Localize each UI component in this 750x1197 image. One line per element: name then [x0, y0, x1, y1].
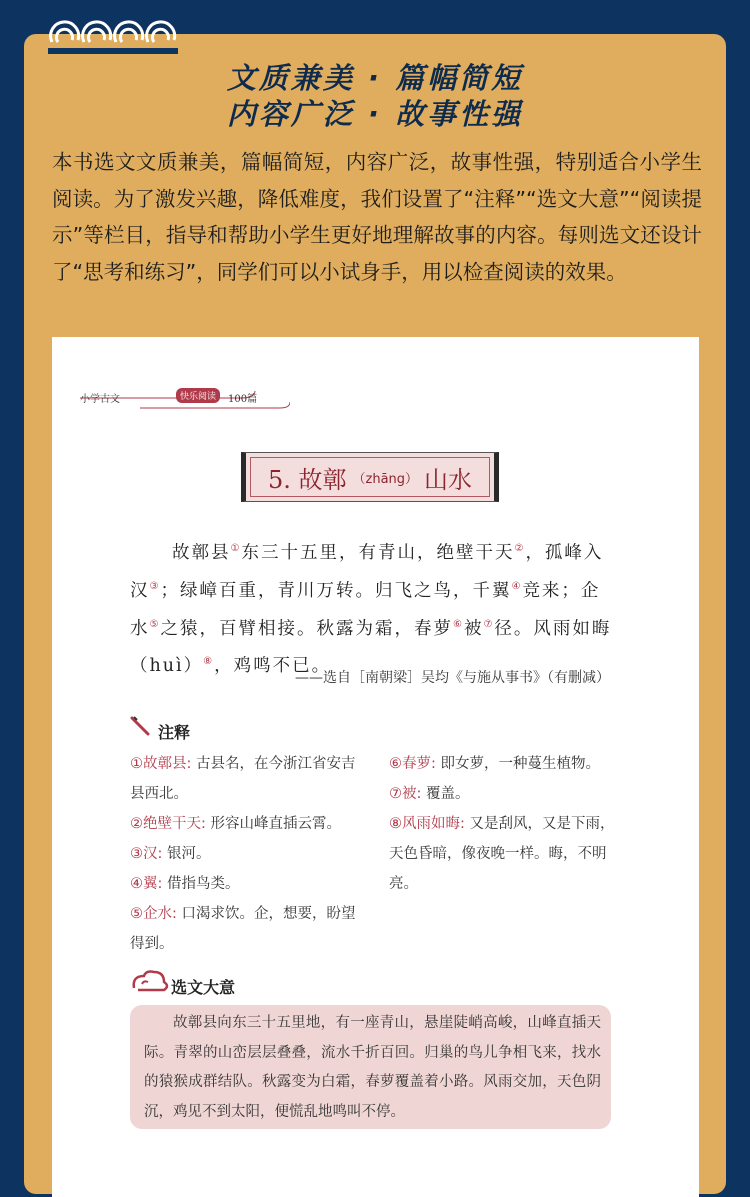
passage-seg: 故鄣县	[172, 542, 231, 563]
note-marker: ④	[511, 580, 523, 592]
note-item: ⑤企水: 口渴求饮。企，想要，盼望得到。	[130, 906, 356, 952]
passage-source: ——选自［南朝梁］吴均《与施从事书》（有删减）	[295, 670, 610, 686]
intro-paragraph: 本书选文文质兼美，篇幅简短，内容广泛，故事性强，特别适合小学生阅读。为了激发兴趣，降低难度，我们设置了“注释”“选文大意”“阅读提示”等栏目，指导和帮助小学生更好地理解故事的内容。每则选文还设计了“思考和练习”，同学们可以小试身手，用以检查阅读的效果。	[52, 150, 702, 284]
headline	[0, 60, 750, 132]
passage-seg: ，孤峰入汉	[130, 542, 604, 601]
note-marker: ②	[514, 543, 526, 554]
classical-passage	[130, 532, 615, 683]
lesson-title	[241, 452, 499, 502]
note-item: ⑧风雨如晦: 又是刮风，又是下雨，天色昏暗，像夜晚一样。晦，不明亮。	[389, 816, 615, 892]
note-item: ⑦被: 覆盖。	[389, 786, 470, 802]
headline-line-2: 内容广泛 · 故事性强	[226, 97, 524, 131]
passage-seg: 之猿，百臂相接。秋露为霜，春萝	[160, 618, 453, 639]
title-pinyin: （zhāng）	[352, 471, 419, 487]
summary-title: 选文大意	[171, 978, 236, 997]
brush-icon	[130, 715, 154, 737]
note-item: ②绝壁干天: 形容山峰直插云霄。	[130, 816, 341, 832]
note-item: ③汉: 银河。	[130, 846, 211, 862]
passage-seg: 东三十五里，有青山，绝壁干天	[241, 542, 515, 563]
note-item: ①故鄣县: 古县名，在今浙江省安吉县西北。	[130, 756, 356, 802]
series-label-1: 小学古文	[80, 394, 120, 405]
title-end: 山水	[424, 465, 473, 494]
note-marker: ⑤	[149, 618, 161, 630]
note-marker: ③	[149, 580, 161, 592]
cloud-icon	[130, 968, 170, 996]
note-marker: ⑧	[203, 656, 215, 668]
passage-seg: 被	[463, 618, 484, 639]
note-item: ④翼: 借指鸟类。	[130, 876, 240, 892]
cloud-pattern-icon	[48, 14, 178, 62]
summary-box: 故鄣县向东三十五里地，有一座青山，悬崖陡峭高峻，山峰直插天际。青翠的山峦层层叠叠，流水千折百回。归巢的鸟儿争相飞来，找水的猿猴成群结队。秋露变为白霜，春萝覆盖着小路。风雨交加，天色阴沉，鸡见不到太阳，便慌乱地鸣叫不停。	[130, 1005, 611, 1129]
series-label-3: 100篇	[228, 394, 258, 405]
note-marker: ⑥	[452, 618, 464, 630]
note-item: ⑥春萝: 即女萝，一种蔓生植物。	[389, 756, 600, 772]
passage-seg: ；绿嶂百重，青川万转。归飞之鸟，千翼	[160, 580, 512, 601]
notes-left-column	[130, 749, 360, 959]
passage-seg: 径。风雨如晦（huì）	[130, 618, 612, 677]
notes-right-column	[389, 749, 617, 899]
headline-line-1: 文质兼美 · 篇幅简短	[226, 61, 524, 95]
note-marker: ⑦	[483, 618, 495, 630]
title-main: 5. 故鄣	[267, 465, 347, 494]
notes-title: 注释	[158, 723, 191, 742]
note-marker: ①	[230, 543, 242, 554]
series-header	[80, 388, 290, 412]
series-label-2: 快乐阅读	[176, 388, 220, 403]
passage-seg: ，鸡鸣不已。	[214, 656, 332, 677]
passage-seg: 竞来；企水	[130, 580, 601, 639]
